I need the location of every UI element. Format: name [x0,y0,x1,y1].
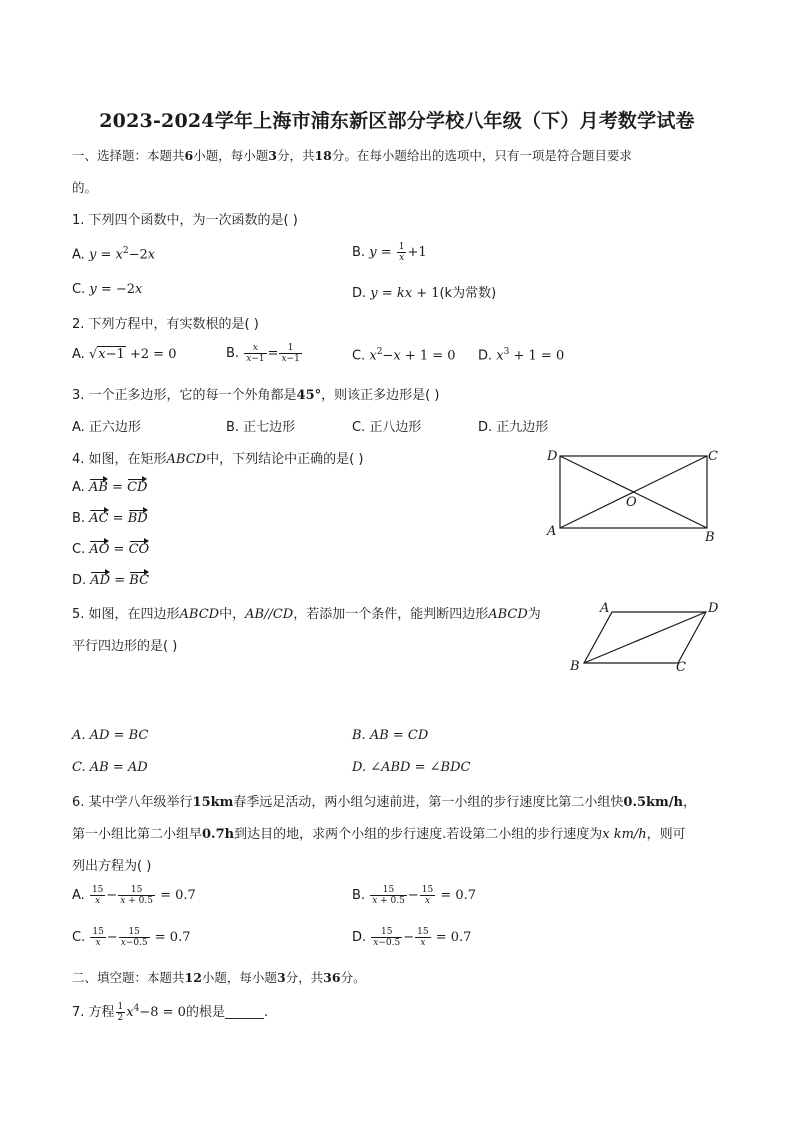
q6-option-a[interactable]: A. $\frac{15}{x}$ − $\frac{15}{x + 0.5}$ = 0.7 [72,885,196,906]
q3-stem [72,384,439,403]
q6-l2c: ，则可 [646,827,686,842]
q1-option-d[interactable]: D. y = kx + 1(k为常数) [352,286,497,301]
q5-option-a[interactable] [72,728,148,743]
page-title: 2023-2024学年上海市浦东新区部分学校八年级（下）月考数学试卷 [99,110,695,132]
q6-distance: 15km [192,795,234,810]
q3-option-d[interactable]: D. 正九边形 [478,420,549,435]
section2-count: 12 [184,970,202,985]
q4-stem-b: 中，下列结论中正确的是( ) [206,452,364,467]
q7-end: . [263,1005,269,1020]
q1-d-label: D. [352,286,371,301]
q1-option-b[interactable]: B. y = $\frac{1}{x}$ +1 [352,242,427,263]
q6-stem-line3: 列出方程为( ) [72,859,152,874]
section2-mid2: 分，共 [285,970,324,985]
q3-option-c[interactable]: C. 正八边形 [352,420,422,435]
section1-mid2: 分，共 [276,148,315,163]
q4-label-a: A [547,524,557,539]
q3-stem-b: ，则该正多边形是( ) [321,388,440,403]
section2-score: 3 [276,970,286,985]
q6-time-diff: 0.7h [202,827,235,842]
q5-quad-name-2: ABCD [488,607,528,622]
q4-label-d: D [547,449,558,464]
q6-variable: x km/h [602,827,647,842]
section1-head: 一、选择题：本题共 [72,148,185,163]
q5-c-text: C. AB = AD [72,760,148,775]
q5-d-text: D. ∠ABD = ∠BDC [352,760,471,775]
q4-option-b[interactable]: B. AC = BD [72,511,148,526]
q6-option-d[interactable]: D. $\frac{15}{x-0.5}$ − $\frac{15}{x}$ = 0.7 [352,927,472,948]
q2-option-d[interactable]: D. $x^3 + 1 = 0$ [478,347,565,364]
q5-stem-c: ，若添加一个条件，能判断四边形 [293,607,489,622]
q5-a-text: A. AD = BC [72,728,149,743]
q3-angle: 45° [296,388,322,403]
q5-stem-a: 5. 如图，在四边形 [72,607,180,622]
q4-stem [72,448,363,467]
q7-stem-b: 的根是 [185,1005,225,1020]
q5-label-d: D [708,601,719,616]
q7-stem-a: 7. 方程 [72,1005,115,1020]
q4-option-d[interactable]: D. AD = BC [72,573,150,588]
section1-tail: 分。在每小题给出的选项中，只有一项是符合题目要求 [331,148,632,163]
q4-option-a[interactable]: A. AB = CD [72,480,148,495]
q5-label-a: A [600,601,610,616]
q5-stem [72,603,541,622]
q4-option-c[interactable]: C. AO = CO [72,542,150,557]
section1-count: 6 [184,148,194,163]
q3-option-b[interactable]: B. 正七边形 [226,420,296,435]
q1-d-note: (k为常数) [439,286,497,301]
q4-rect-name: ABCD [166,452,207,467]
q6-l1b: 春季远足活动，两小组匀速前进，第一小组的步行速度比第二小组快 [233,795,624,810]
q5-stem-d: 为 [527,607,541,622]
section2-head: 二、填空题：本题共 [72,970,185,985]
q5-parallelogram-figure [562,596,732,678]
q1-b-label: B. [352,245,370,260]
q1-c-label: C. [72,282,90,297]
q5-label-b: B [570,659,580,674]
section1-header [72,146,632,164]
section2-mid1: 小题，每小题 [201,970,277,985]
q4-label-o: O [626,495,637,510]
q6-l1a: 6. 某中学八年级举行 [72,795,193,810]
q5-label-c: C [676,660,686,675]
q6-speed-diff: 0.5km/h [623,795,684,810]
q5-quad-name: ABCD [179,607,220,622]
q5-option-b[interactable] [352,728,428,743]
q6-option-b[interactable]: B. $\frac{15}{x + 0.5}$ − $\frac{15}{x}$ = 0.7 [352,885,477,906]
q7-stem: 7. 方程 $\frac{1}{2}$ $x^4-8 = 0$的根是______. [72,1002,269,1023]
q5-condition: AB//CD [245,607,294,622]
q7-answer-blank[interactable]: ______ [224,1005,264,1020]
q6-option-c[interactable]: C. $\frac{15}{x}$ − $\frac{15}{x-0.5}$ = 0.7 [72,927,191,948]
q6-l2b: 到达目的地，求两个小组的步行速度.若设第二小组的步行速度为 [234,827,603,842]
q1-a-label: A. [72,247,89,263]
q4-label-b: B [705,530,715,544]
q5-option-d[interactable] [352,760,470,775]
section1-score: 3 [268,148,277,163]
q3-stem-a: 3. 一个正多边形，它的每一个外角都是 [72,388,297,403]
q4-stem-a: 4. 如图，在矩形 [72,452,167,467]
q6-stem-line1 [72,791,696,810]
q6-l2a: 第一小组比第二小组早 [72,827,203,842]
q5-stem-b: 中， [219,607,246,622]
q2-option-b[interactable]: B. $\frac{x}{x-1}$ = $\frac{1}{x-1}$ [226,343,300,364]
q5-b-text: B. AB = CD [352,728,429,743]
q6-stem-line2 [72,823,686,842]
q3-option-a[interactable]: A. 正六边形 [72,420,141,435]
section1-header-line2: 的。 [72,180,98,195]
section2-total: 36 [323,970,341,985]
q4-rectangle-figure [540,444,730,544]
q1-option-c[interactable]: C. y = −2x [72,282,143,297]
q2-option-a[interactable]: A. √x−1 +2 = 0 [72,347,177,362]
section1-total: 18 [314,148,332,163]
q6-l1c: ， [683,795,697,810]
q5-stem-line2: 平行四边形的是( ) [72,639,178,654]
q2-option-c[interactable]: C. $x^2-x + 1 = 0$ [352,347,456,364]
q5-option-c[interactable] [72,760,148,775]
q4-label-c: C [708,449,718,464]
q1-option-a[interactable]: A. $y = x^2-2x$ [72,246,156,263]
q2-stem: 2. 下列方程中，有实数根的是( ) [72,317,259,332]
q1-stem: 1. 下列四个函数中，为一次函数的是( ) [72,213,298,228]
section2-header [72,968,366,986]
section2-tail: 分。 [340,970,366,985]
section1-mid1: 小题，每小题 [193,148,269,163]
